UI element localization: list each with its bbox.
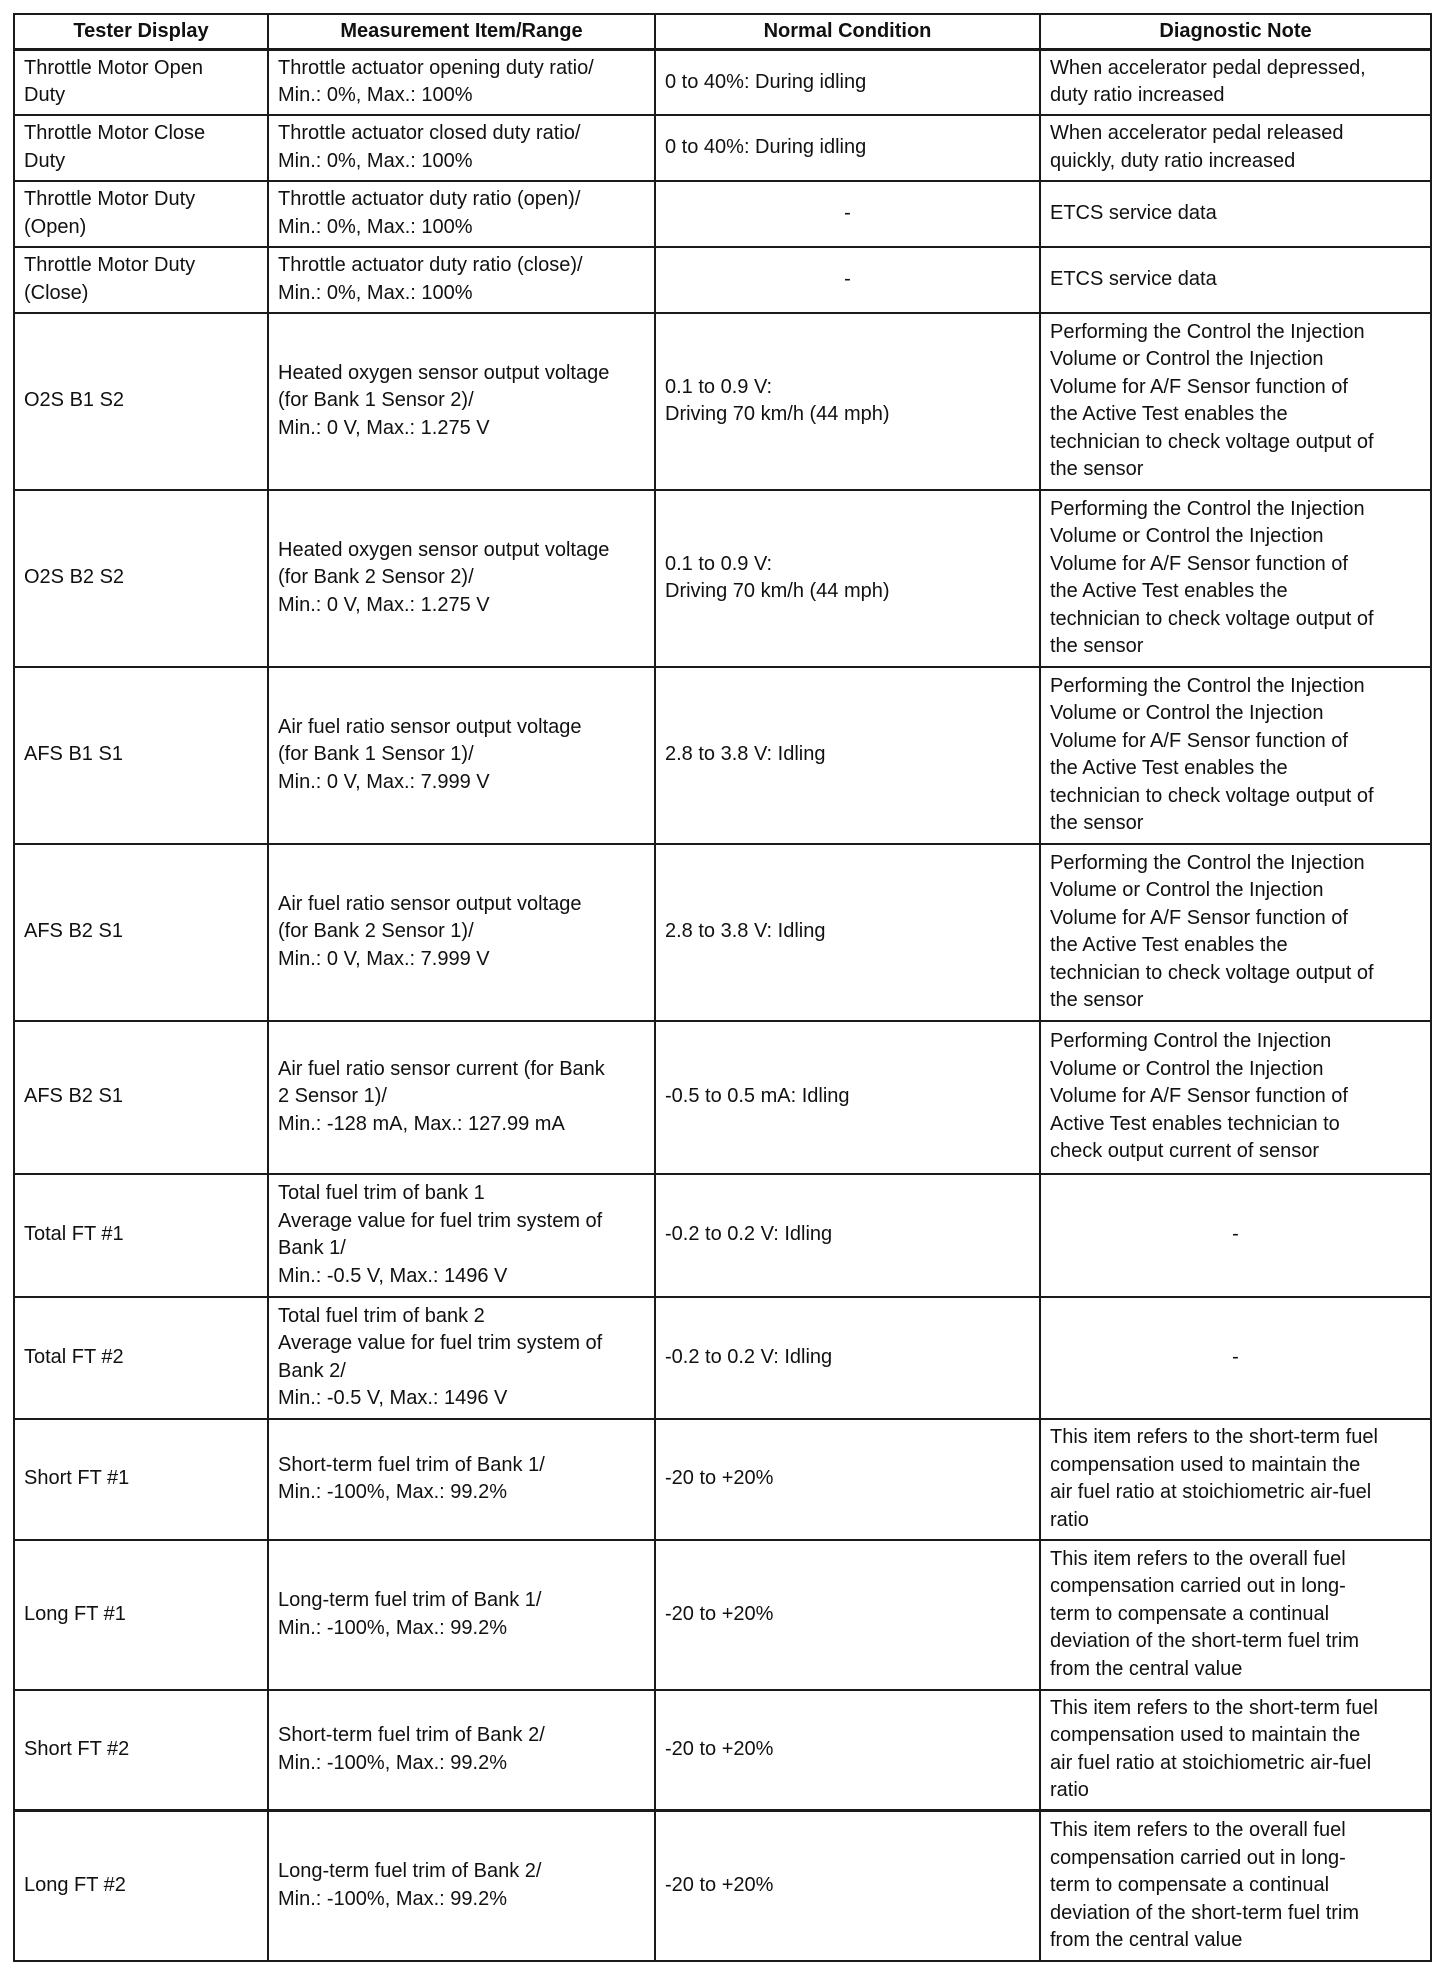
measurement-cell: Total fuel trim of bank 1 Average value for fuel trim system of Bank 1/ Min.: -0.5 V, Max.: 1496 V bbox=[268, 1174, 655, 1297]
tester-display-cell: AFS B1 S1 bbox=[14, 667, 268, 844]
table-row bbox=[14, 1690, 1431, 1811]
table-row bbox=[14, 115, 1431, 181]
normal-condition-cell: -20 to +20% bbox=[655, 1419, 1040, 1540]
normal-condition-cell: - bbox=[655, 181, 1040, 247]
tester-display-cell: Total FT #2 bbox=[14, 1297, 268, 1419]
header-row bbox=[14, 14, 1431, 50]
tester-display-cell: O2S B2 S2 bbox=[14, 490, 268, 667]
normal-condition-cell: 0 to 40%: During idling bbox=[655, 115, 1040, 181]
normal-condition-cell: - bbox=[655, 247, 1040, 313]
normal-condition-cell: -20 to +20% bbox=[655, 1811, 1040, 1961]
tester-display-cell: Short FT #1 bbox=[14, 1419, 268, 1540]
table-row bbox=[14, 247, 1431, 313]
measurement-cell: Throttle actuator opening duty ratio/ Min.: 0%, Max.: 100% bbox=[268, 50, 655, 115]
measurement-cell: Air fuel ratio sensor output voltage (for Bank 1 Sensor 1)/ Min.: 0 V, Max.: 7.999 V bbox=[268, 667, 655, 844]
normal-condition-cell: 0.1 to 0.9 V: Driving 70 km/h (44 mph) bbox=[655, 490, 1040, 667]
diagnostic-note-cell: This item refers to the overall fuel compensation carried out in long- term to compensate a continual deviation of the short-term fuel trim from the central value bbox=[1040, 1811, 1431, 1961]
header-diagnostic-note: Diagnostic Note bbox=[1040, 14, 1431, 50]
normal-condition-cell: -0.5 to 0.5 mA: Idling bbox=[655, 1021, 1040, 1174]
diagnostic-note-cell: Performing Control the Injection Volume or Control the Injection Volume for A/F Sensor function of Active Test enables technician to check output current of sensor bbox=[1040, 1021, 1431, 1174]
header-tester-display: Tester Display bbox=[14, 14, 268, 50]
tester-display-cell: O2S B1 S2 bbox=[14, 313, 268, 490]
tester-display-cell: Throttle Motor Open Duty bbox=[14, 50, 268, 115]
measurement-cell: Long-term fuel trim of Bank 2/ Min.: -100%, Max.: 99.2% bbox=[268, 1811, 655, 1961]
table-row bbox=[14, 313, 1431, 490]
normal-condition-cell: -20 to +20% bbox=[655, 1690, 1040, 1811]
tester-display-cell: Throttle Motor Duty (Open) bbox=[14, 181, 268, 247]
diagnostic-note-cell: Performing the Control the Injection Volume or Control the Injection Volume for A/F Sensor function of the Active Test enables the technician to check voltage output of the sensor bbox=[1040, 313, 1431, 490]
tester-display-cell: Throttle Motor Duty (Close) bbox=[14, 247, 268, 313]
normal-condition-cell: -0.2 to 0.2 V: Idling bbox=[655, 1297, 1040, 1419]
measurement-cell: Throttle actuator duty ratio (close)/ Min.: 0%, Max.: 100% bbox=[268, 247, 655, 313]
tester-display-cell: AFS B2 S1 bbox=[14, 844, 268, 1021]
tester-display-cell: AFS B2 S1 bbox=[14, 1021, 268, 1174]
measurement-cell: Heated oxygen sensor output voltage (for Bank 1 Sensor 2)/ Min.: 0 V, Max.: 1.275 V bbox=[268, 313, 655, 490]
measurement-cell: Short-term fuel trim of Bank 1/ Min.: -100%, Max.: 99.2% bbox=[268, 1419, 655, 1540]
diagnostic-note-cell: This item refers to the short-term fuel compensation used to maintain the air fuel ratio at stoichiometric air-fuel ratio bbox=[1040, 1690, 1431, 1811]
data-list-table bbox=[13, 13, 1432, 1962]
tester-display-cell: Long FT #2 bbox=[14, 1811, 268, 1961]
tester-display-cell: Short FT #2 bbox=[14, 1690, 268, 1811]
diagnostic-note-cell: ETCS service data bbox=[1040, 181, 1431, 247]
normal-condition-cell: 2.8 to 3.8 V: Idling bbox=[655, 844, 1040, 1021]
table-row bbox=[14, 1540, 1431, 1690]
tester-display-cell: Throttle Motor Close Duty bbox=[14, 115, 268, 181]
table-row bbox=[14, 1174, 1431, 1297]
diagnostic-note-cell: Performing the Control the Injection Volume or Control the Injection Volume for A/F Sensor function of the Active Test enables the technician to check voltage output of the sensor bbox=[1040, 844, 1431, 1021]
diagnostic-note-cell: This item refers to the overall fuel compensation carried out in long- term to compensate a continual deviation of the short-term fuel trim from the central value bbox=[1040, 1540, 1431, 1690]
table-row bbox=[14, 181, 1431, 247]
diagnostic-note-cell: When accelerator pedal released quickly, duty ratio increased bbox=[1040, 115, 1431, 181]
table-row bbox=[14, 50, 1431, 115]
table-row bbox=[14, 1297, 1431, 1419]
normal-condition-cell: 0 to 40%: During idling bbox=[655, 50, 1040, 115]
measurement-cell: Throttle actuator closed duty ratio/ Min.: 0%, Max.: 100% bbox=[268, 115, 655, 181]
header-measurement-item: Measurement Item/Range bbox=[268, 14, 655, 50]
measurement-cell: Heated oxygen sensor output voltage (for Bank 2 Sensor 2)/ Min.: 0 V, Max.: 1.275 V bbox=[268, 490, 655, 667]
diagnostic-note-cell: When accelerator pedal depressed, duty ratio increased bbox=[1040, 50, 1431, 115]
table-row bbox=[14, 844, 1431, 1021]
header-normal-condition: Normal Condition bbox=[655, 14, 1040, 50]
tester-display-cell: Total FT #1 bbox=[14, 1174, 268, 1297]
diagnostic-note-cell: - bbox=[1040, 1297, 1431, 1419]
table-row bbox=[14, 1811, 1431, 1961]
normal-condition-cell: -20 to +20% bbox=[655, 1540, 1040, 1690]
measurement-cell: Total fuel trim of bank 2 Average value for fuel trim system of Bank 2/ Min.: -0.5 V, Max.: 1496 V bbox=[268, 1297, 655, 1419]
measurement-cell: Long-term fuel trim of Bank 1/ Min.: -100%, Max.: 99.2% bbox=[268, 1540, 655, 1690]
measurement-cell: Air fuel ratio sensor output voltage (for Bank 2 Sensor 1)/ Min.: 0 V, Max.: 7.999 V bbox=[268, 844, 655, 1021]
diagnostic-note-cell: This item refers to the short-term fuel compensation used to maintain the air fuel ratio at stoichiometric air-fuel ratio bbox=[1040, 1419, 1431, 1540]
normal-condition-cell: -0.2 to 0.2 V: Idling bbox=[655, 1174, 1040, 1297]
measurement-cell: Short-term fuel trim of Bank 2/ Min.: -100%, Max.: 99.2% bbox=[268, 1690, 655, 1811]
diagnostic-note-cell: Performing the Control the Injection Volume or Control the Injection Volume for A/F Sensor function of the Active Test enables the technician to check voltage output of the sensor bbox=[1040, 490, 1431, 667]
measurement-cell: Throttle actuator duty ratio (open)/ Min.: 0%, Max.: 100% bbox=[268, 181, 655, 247]
table-row bbox=[14, 1021, 1431, 1174]
diagnostic-note-cell: Performing the Control the Injection Volume or Control the Injection Volume for A/F Sensor function of the Active Test enables the technician to check voltage output of the sensor bbox=[1040, 667, 1431, 844]
diagnostic-note-cell: ETCS service data bbox=[1040, 247, 1431, 313]
measurement-cell: Air fuel ratio sensor current (for Bank 2 Sensor 1)/ Min.: -128 mA, Max.: 127.99 mA bbox=[268, 1021, 655, 1174]
table-row bbox=[14, 490, 1431, 667]
table-row bbox=[14, 667, 1431, 844]
table-row bbox=[14, 1419, 1431, 1540]
tester-display-cell: Long FT #1 bbox=[14, 1540, 268, 1690]
normal-condition-cell: 2.8 to 3.8 V: Idling bbox=[655, 667, 1040, 844]
normal-condition-cell: 0.1 to 0.9 V: Driving 70 km/h (44 mph) bbox=[655, 313, 1040, 490]
diagnostic-note-cell: - bbox=[1040, 1174, 1431, 1297]
